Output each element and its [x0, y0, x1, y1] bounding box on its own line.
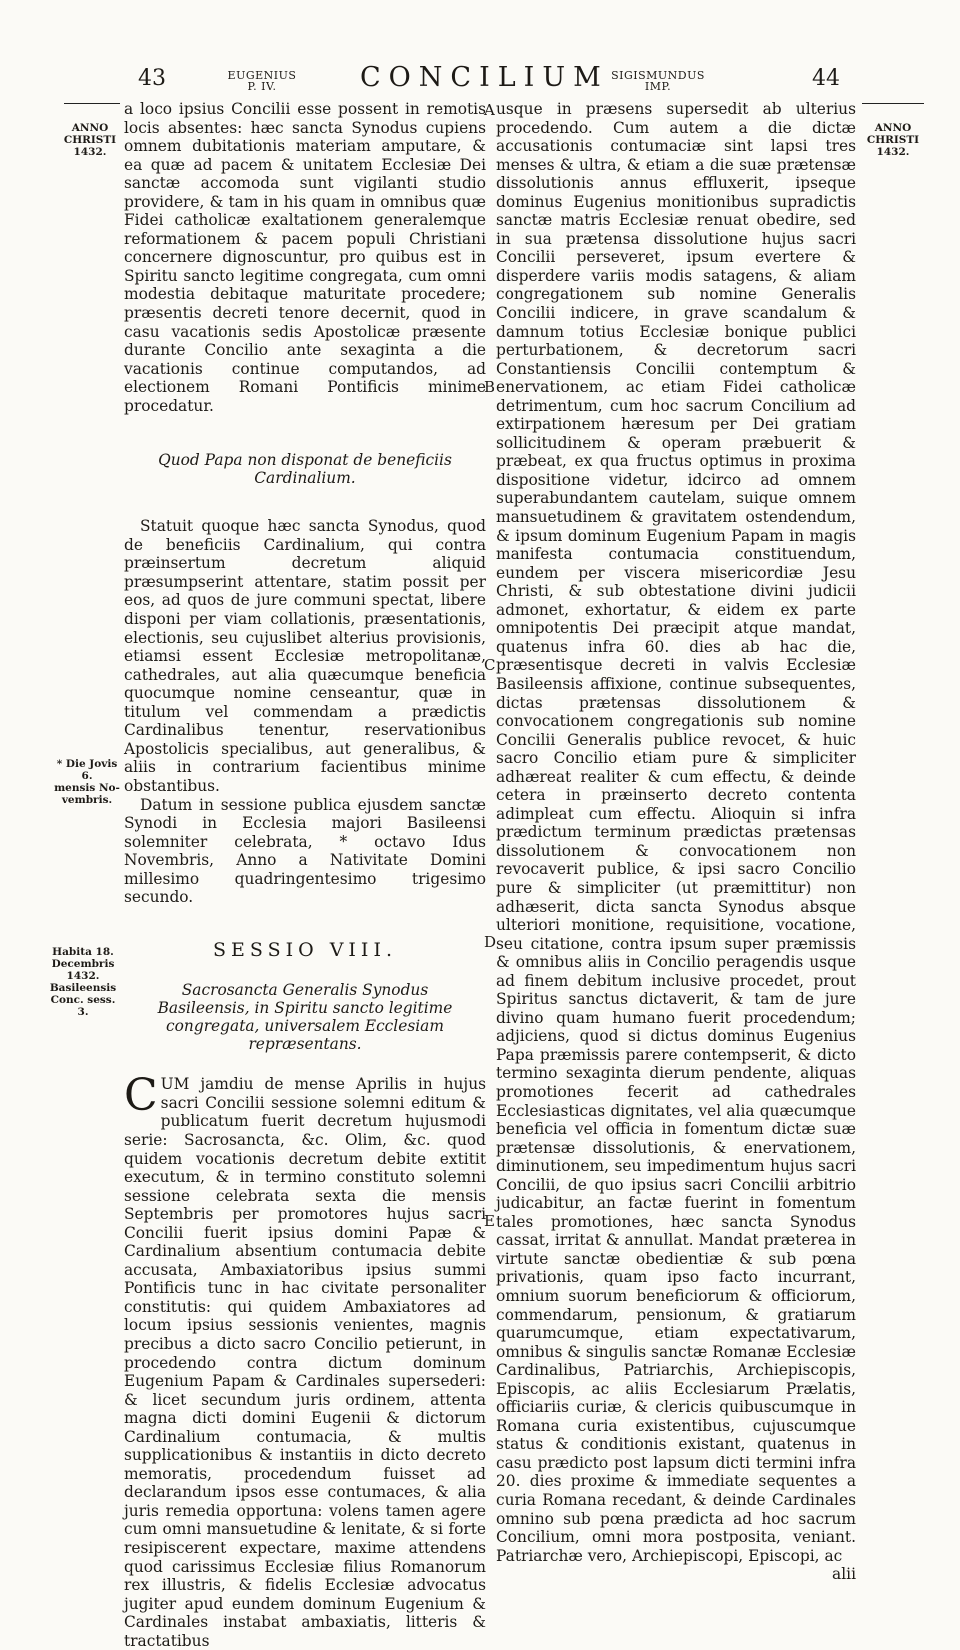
left-column	[124, 100, 486, 1650]
session-heading: SESSIO VIII.	[213, 938, 397, 961]
margin-note-line: 1432.	[66, 970, 100, 982]
margin-note-line: mensis No-	[54, 782, 120, 794]
page-header	[0, 0, 960, 100]
margin-note-line: vembris.	[61, 794, 113, 806]
header-rule-right	[862, 103, 924, 104]
running-head-left	[222, 70, 302, 92]
margin-note-line: CHRISTI	[63, 134, 117, 146]
right-paragraph-1: usque in præsens supersedit ab ulterius procedendo. Cum autem a die dictæ accusationis contumaciæ sint lapsi tres menses & ultra, & etiam a die suæ prætensæ dissolutionis annus effluxerit, ipseque dominus Eugenius monitionibus supradictis sanctæ matris Ecclesiæ renuat obedire, sed in sua prætensa dissolutione hujus sacri Concilii perseveret, ipsum evertere & disperdere variis modis satagens, & aliam congregationem sub nomine Generalis Concilii indicere, in grave scandalum & damnum totius Ecclesiæ bonique publici perturbationem, & decretorum sacri Constantiensis Concilii contemptum & enervationem, ac etiam Fidei catholicæ detrimentum, cum hoc sacrum Concilium ad extirpationem hæresum per Dei gratiam sollicitudinem & operam præbuerit & præbeat, ex qua fructus optimus in proxima dispositione videtur, idcirco ad omnem superabundantem cautelam, suique omnem mansuetudinem & gravitatem ostendendum, & ipsum dominum Eugenium Papam in magis manifesta contumacia constituendum, eundem per viscera misericordiæ Jesu Christi, & sub obtestatione divini judicii admonet, exhortatur, & eidem ex parte omnipotentis Dei præcipit atque mandat, quatenus infra 60. dies ab hac die, præsentisque decreti in valvis Ecclesiæ Basileensis affixione, continue subsequentes, dictas prætensas dissolutionem & convocationem congregationis sub nomine Concilii Generalis publice revocet, & huic sacro Concilio etiam pure & simpliciter adhæreat realiter & cum effectu, & deinde cetera in præinserto decreto contenta adimpleat cum effectu. Alioquin si infra prædictum terminum prædictas prætensas dissolutionem & convocationem non revocaverit publice, & ipsi sacro Concilio pure & simpliciter (ut præmittitur) non adhæserit, dicta sancta Synodus absque ulteriori monitione, requisitione, vocatione, seu citatione, contra ipsum super præmissis & omnibus aliis in Concilio peragendis usque ad finem debitum inclusive procedet, prout Spiritus sanctus dictaverit, & tam de jure divino quam humano fuerit procedendum; adjiciens, quod si dictus dominus Eugenius Papa præmissis parere contempserit, & dicto termino sexaginta dierum pendente, aliquas promotiones fecerit ad cathedrales Ecclesiasticas dignitates, vel alia quæcumque beneficia vel officia in fomentum dictæ suæ prætensæ dissolutionis, & enervationem, diminutionem, seu impedimentum hujus sacri Concilii, de quo ipsius sacri Concilii arbitrio judicabitur, an factæ fuerint in fomentum tales promotiones, hæc sancta Synodus cassat, irritat & annullat. Mandat præterea in virtute sanctæ obedientiæ & sub pœna privationis, quam ipso facto incurrant, omnium suorum beneficiorum & officiorum, commendarum, pensionum, & gratiarum quarumcumque, etiam expectativarum, omnibus & singulis sanctæ Romanæ Ecclesiæ Cardinalibus, Patriarchis, Archiepiscopis, Episcopis, ac aliis Ecclesiarum Prælatis, officiariis curiæ, & clericis quibuscumque in Romana curia existentibus, cujuscumque status & conditionis existant, quatenus in casu prædicto post lapsum dicti termini infra 20. dies proxime & immediate sequentes a curia Romana recedant, & deinde Cardinales omnino sub pœna prædicta ad hoc sacrum Concilium, omni mora postposita, veniant. Patriarchæ vero, Archiepiscopi, Episcopi, ac	[496, 100, 856, 1565]
margin-note-line: Conc. sess. 3.	[50, 994, 116, 1018]
section-letter-c: C	[484, 656, 496, 674]
left-paragraph-datum: Datum in sessione publica ejusdem sanctæ Synodi in Ecclesia majori Basileensi solemniter celebrata, * octavo Idus Novembris, Anno a Nativitate Domini millesimo quadringentesimo trigesimo secundo.	[124, 795, 486, 907]
section-letter-b: B	[484, 378, 496, 396]
header-rule-left	[64, 103, 120, 104]
catchword: alii	[832, 1565, 856, 1584]
section-letter-e: E	[484, 1212, 495, 1230]
margin-note-line: Basileensis	[49, 982, 117, 994]
page-number-left: 43	[138, 66, 166, 91]
margin-note-anno-left	[60, 122, 120, 158]
margin-note-anno-right	[862, 122, 924, 158]
running-head-left-line2: P. IV.	[247, 80, 277, 93]
margin-note-habita	[44, 946, 122, 1018]
running-head-right	[610, 70, 706, 92]
left-paragraph-1: a loco ipsius Concilii esse possent in remotis locis absentes: hæc sancta Synodus cupiens omnem dubitationis materiam amputare, & ea quæ ad pacem & unitatem Ecclesiæ Dei sanctæ accomoda sunt vigilanti studio providere, & tam in his quam in omnibus quæ Fidei catholicæ exaltationem generalemque reformationem & pacem populi Christiani concernere dignoscuntur, pro quibus est in Spiritu sancto legitime congregata, cum omni modestia debitaque maturitate procedere; præsentis decreti tenore decernit, quod in casu vacationis sedis Apostolicæ præsente durante Concilio ante sexaginta a die vacationis continue computandos, ad electionem Romani Pontificis minime procedatur.	[124, 100, 486, 415]
section-heading-beneficiis: Quod Papa non disponat de beneficiis Cardinalium.	[158, 451, 452, 488]
margin-note-line: * Die Jovis 6.	[56, 758, 118, 782]
page-number-right: 44	[812, 66, 840, 91]
margin-note-line: ANNO	[874, 122, 912, 134]
page-title: CONCILIUM	[360, 62, 609, 93]
margin-note-line: Habita 18.	[52, 946, 114, 958]
drop-cap: C	[124, 1070, 158, 1122]
margin-note-line: CHRISTI	[866, 134, 920, 146]
right-column	[496, 100, 856, 1584]
left-paragraph-session	[124, 1070, 486, 1650]
margin-note-line: 1432.	[73, 146, 107, 158]
session-subheading: Sacrosancta Generalis Synodus Basileensis, in Spiritu sancto legitime congregata, universalem Ecclesiam repræsentans.	[157, 981, 453, 1054]
running-head-right-line1: SIGISMUNDUS	[611, 69, 705, 82]
margin-note-line: 1432.	[876, 146, 910, 158]
section-letter-a: A	[484, 101, 495, 119]
left-paragraph-2: Statuit quoque hæc sancta Synodus, quod de beneficiis Cardinalium, qui contra præinsertum decretum aliquid præsumpserint attentare, statim possit per eos, ad quos de jure communi spectat, libere disponi per viam collationis, præsentationis, electionis, seu cujuslibet alterius provisionis, etiamsi essent Ecclesiæ metropolitanæ, cathedrales, aut alia quæcumque beneficia quocumque nomine censeantur, quæ in titulum vel commendam a prædictis Cardinalibus tenentur, reservationibus Apostolicis specialibus, aut generalibus, & aliis in contrarium facientibus minime obstantibus.	[124, 517, 486, 795]
section-letter-d: D	[484, 933, 497, 951]
margin-note-line: ANNO	[71, 122, 109, 134]
left-paragraph-session-text: UM jamdiu de mense Aprilis in hujus sacri Concilii sessione solemni editum & publicatum fuerit decretum hujusmodi serie: Sacrosancta, &c. Olim, &c. quod quidem vocationis decretum debite extitit executum, & in termino constituto solemni sessione celebrata sexta die mensis Septembris per promotores hujus sacri Concilii fuerit ipsius domini Papæ & Cardinalium absentium contumacia debite accusata, Ambaxiatoribus ipsius summi Pontificis tunc in hac civitate personaliter constitutis: qui quidem Ambaxiatores ad locum ipsius sessionis venientes, magnis precibus a dicto sacro Concilio petierunt, in procedendo contra dictum dominum Eugenium Papam & Cardinales supersederi: & licet secundum juris ordinem, attenta magna dicti domini Eugenii & dictorum Cardinalium contumacia, & multis supplicationibus & instantiis in dicto decreto memoratis, procedendum fuisset ad declarandum ipsos esse contumaces, & alia juris remedia opportuna: volens tamen agere cum omni mansuetudine & lenitate, & si forte resipiscerent expectare, maxime attendens quod carissimus Ecclesiæ filius Romanorum rex illustris, & fidelis Ecclesiæ advocatus jugiter apud eundem dominum Eugenium & Cardinales instabat ambaxiatis, litteris & tractatibus	[124, 1075, 486, 1650]
margin-note-line: Decembris	[51, 958, 115, 970]
running-head-right-line2: IMP.	[644, 80, 672, 93]
margin-note-die-jovis	[50, 758, 124, 806]
running-head-left-line1: EUGENIUS	[227, 69, 297, 82]
